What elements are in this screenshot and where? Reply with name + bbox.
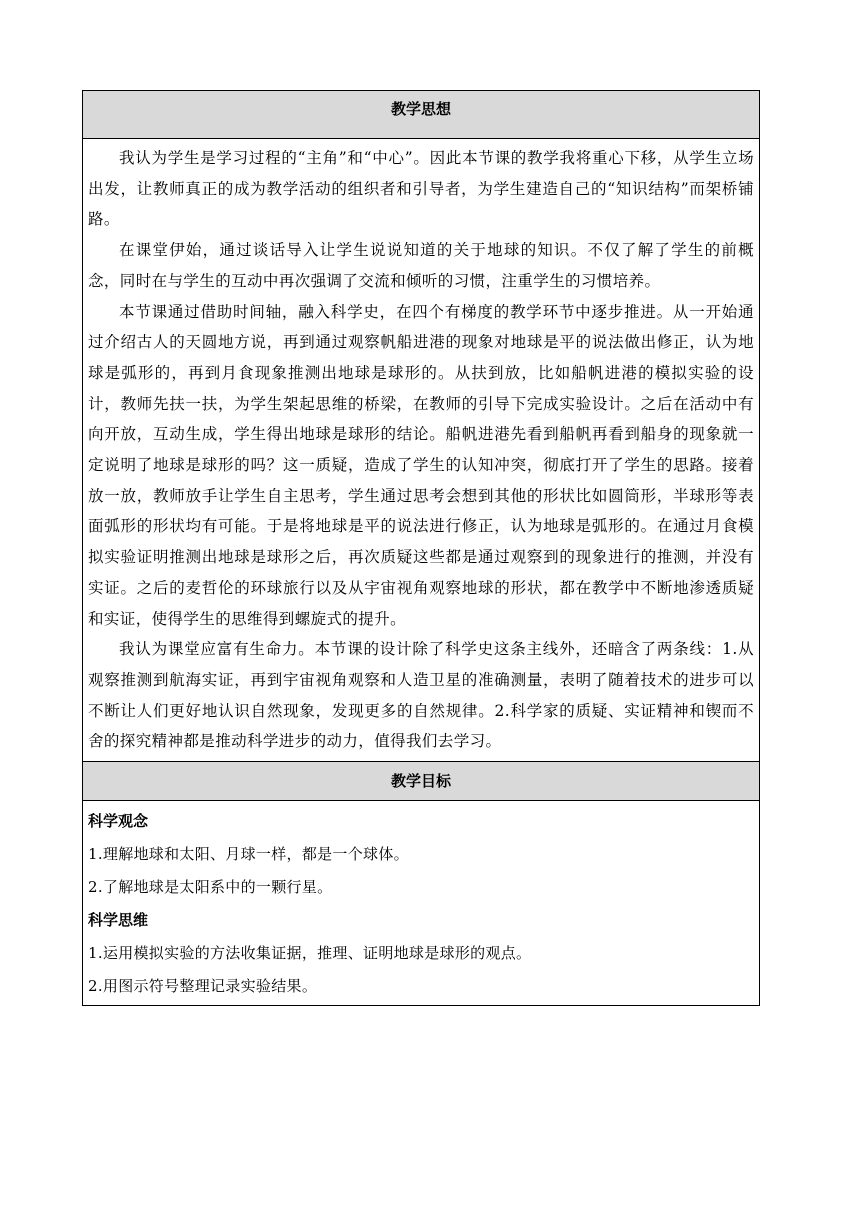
list-item: 1.理解地球和太阳、月球一样，都是一个球体。 <box>88 845 409 864</box>
paragraph: 我认为课堂应富有生命力。本节课的设计除了科学史这条主线外，还暗含了两条线：1.从观察推测到航海实证，再到宇宙视角观察和人造卫星的准确测量，表明了随着技术的进步可以不断让人们更好地认识自然现象，发现更多的自然规律。2.科学家的质疑、实证精神和锲而不舍的探究精神都是推动科学进步的动力，值得我们去学习。 <box>88 640 754 751</box>
section-header-teaching-philosophy: 教学思想 <box>83 91 759 139</box>
list-item: 2.用图示符号整理记录实验结果。 <box>88 977 318 996</box>
list-item: 2.了解地球是太阳系中的一颗行星。 <box>88 878 333 897</box>
subsection-heading-science-thinking: 科学思维 <box>88 911 149 930</box>
teaching-philosophy-body <box>83 139 759 761</box>
paragraph: 在课堂伊始，通过谈话导入让学生说说知道的关于地球的知识。不仅了解了学生的前概念，同时在与学生的互动中再次强调了交流和倾听的习惯，注重学生的习惯培养。 <box>88 241 754 290</box>
list-item: 1.运用模拟实验的方法收集证据，推理、证明地球是球形的观点。 <box>88 944 532 963</box>
teaching-objectives-body <box>83 801 759 1005</box>
paragraph: 本节课通过借助时间轴，融入科学史，在四个有梯度的教学环节中逐步推进。从一开始通过介绍古人的天圆地方说，再到通过观察帆船进港的现象对地球是平的说法做出修正，认为地球是弧形的，再到月食现象推测出地球是球形的。从扶到放，比如船帆进港的模拟实验的设计，教师先扶一扶，为学生架起思维的桥梁，在教师的引导下完成实验设计。之后在活动中有向开放，互动生成，学生得出地球是球形的结论。船帆进港先看到船帆再看到船身的现象就一定说明了地球是球形的吗？这一质疑，造成了学生的认知冲突，彻底打开了学生的思路。接着放一放，教师放手让学生自主思考，学生通过思考会想到其他的形状比如圆筒形，半球形等表面弧形的形状均有可能。于是将地球是平的说法进行修正，认为地球是弧形的。在通过月食模拟实验证明推测出地球是球形之后，再次质疑这些都是通过观察到的现象进行的推测，并没有实证。之后的麦哲伦的环球旅行以及从宇宙视角观察地球的形状，都在教学中不断地渗透质疑和实证，使得学生的思维得到螺旋式的提升。 <box>88 302 754 628</box>
paragraph: 我认为学生是学习过程的“主角”和“中心”。因此本节课的教学我将重心下移，从学生立场出发，让教师真正的成为教学活动的组织者和引导者，为学生建造自己的“知识结构”而架桥铺路。 <box>88 149 754 229</box>
section-header-teaching-objectives: 教学目标 <box>83 761 759 801</box>
lesson-plan-table <box>82 90 760 1006</box>
subsection-heading-science-concepts: 科学观念 <box>88 812 149 831</box>
